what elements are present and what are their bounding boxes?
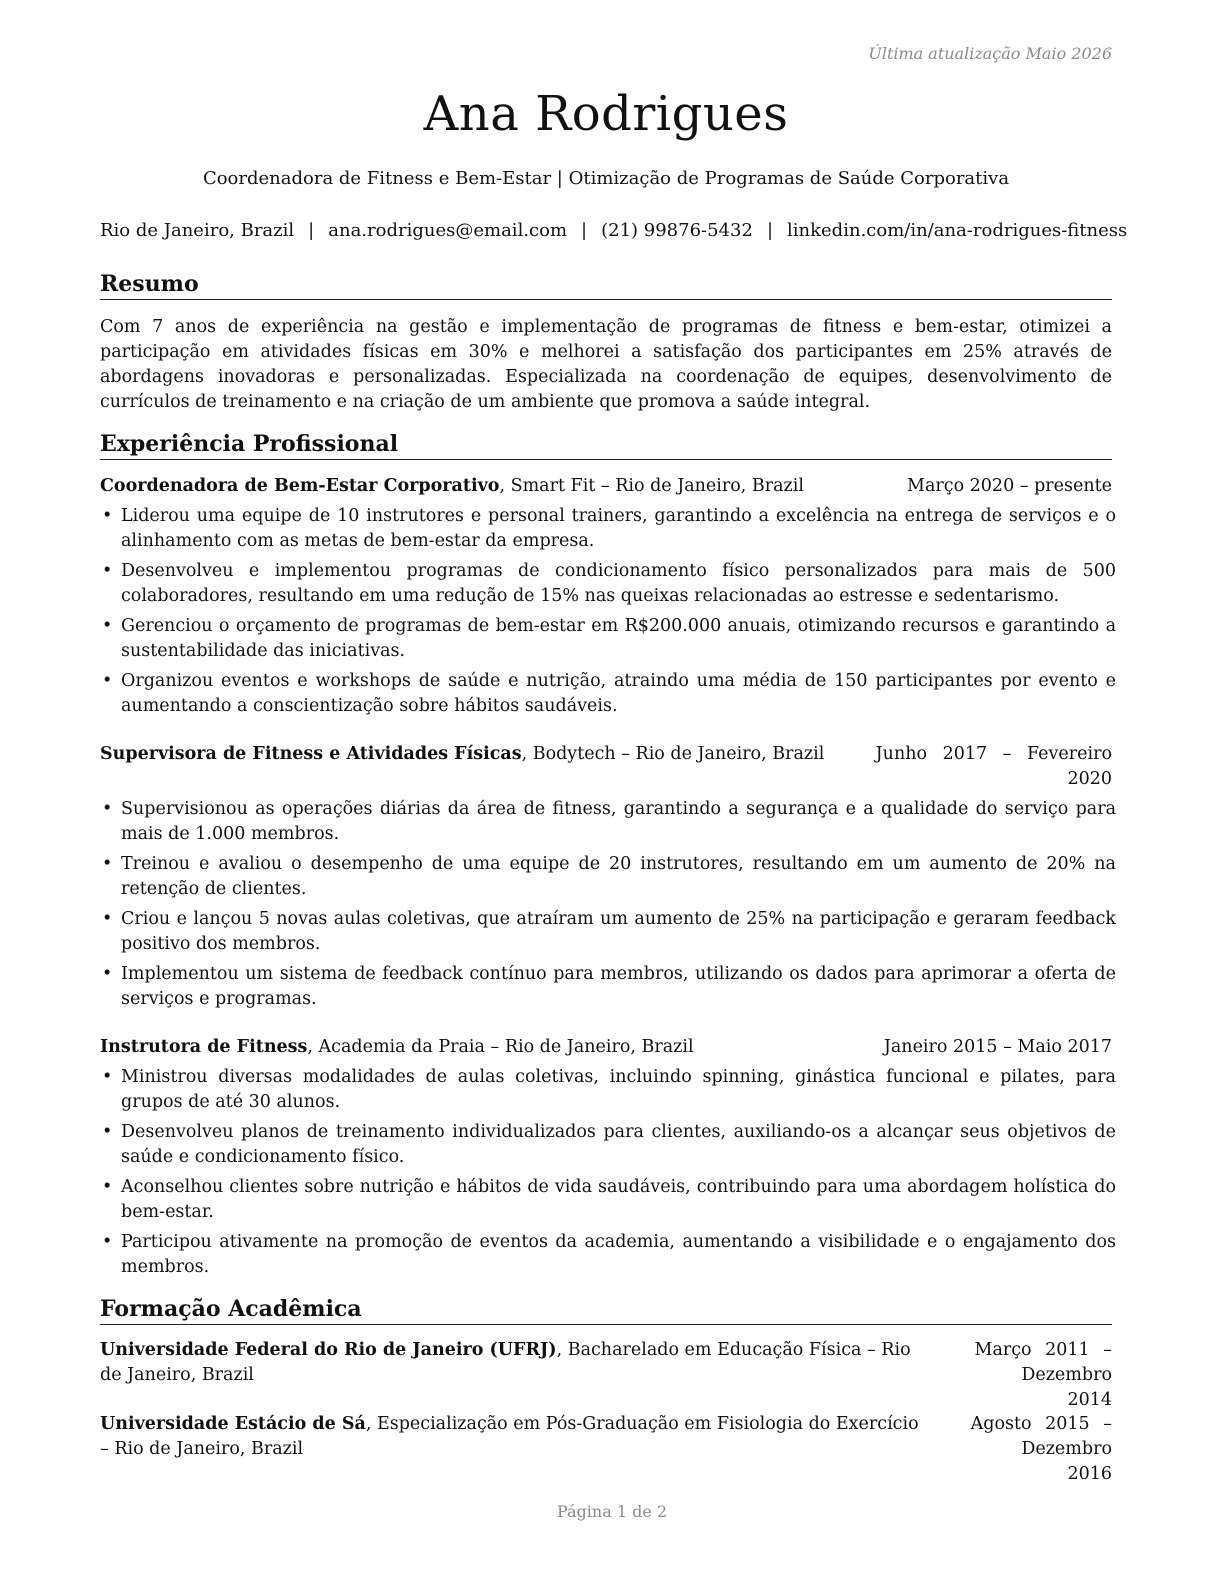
job-role: Instrutora de Fitness: [100, 1037, 308, 1057]
bullet-text: Supervisionou as operações diárias da área de fitness, garantindo a segurança e a qualidade do serviço para mais de 1.000 membros.: [121, 799, 1116, 844]
job-bullets: [100, 797, 1116, 1017]
contact-linkedin[interactable]: linkedin.com/in/ana-rodrigues-fitness: [787, 220, 1128, 241]
job-header: [100, 1035, 1112, 1060]
list-item: [100, 614, 1116, 664]
bullet-text: Implementou um sistema de feedback contínuo para membros, utilizando os dados para aprimorar a oferta de serviços e programas.: [121, 964, 1116, 1009]
list-item: [100, 962, 1116, 1012]
job-header: [100, 742, 1112, 789]
job-date-line2: 2020: [1067, 769, 1112, 789]
bullet-text: Organizou eventos e workshops de saúde e nutrição, atraindo uma média de 150 participantes por evento e aumentando a conscientização sobre hábitos saudáveis.: [121, 671, 1116, 716]
bullet-dot-icon: •: [102, 799, 113, 819]
job-role: Supervisora de Fitness e Atividades Físicas: [100, 744, 522, 764]
job-bullets: [100, 1065, 1116, 1285]
list-item: [100, 1120, 1116, 1170]
bullet-dot-icon: •: [102, 1122, 113, 1142]
headline: Coordenadora de Fitness e Bem-Estar | Otimização de Programas de Saúde Corporativa: [202, 168, 1010, 189]
bullet-text: Desenvolveu e implementou programas de condicionamento físico personalizados para mais de 500 colaboradores, resultando em uma redução de 15% nas queixas relacionadas ao estresse e sedentarismo.: [121, 561, 1116, 606]
contact-email[interactable]: ana.rodrigues@email.com: [328, 220, 568, 241]
section-title-summary: Resumo: [100, 270, 1112, 300]
job-date: Janeiro 2015 – Maio 2017: [883, 1037, 1112, 1057]
bullet-dot-icon: •: [102, 671, 113, 691]
job-org: , Academia da Praia – Rio de Janeiro, Brazil: [307, 1037, 694, 1057]
list-item: [100, 1065, 1116, 1115]
education-school: Universidade Estácio de Sá: [100, 1414, 366, 1434]
list-item: [100, 1175, 1116, 1225]
bullet-text: Ministrou diversas modalidades de aulas coletivas, incluindo spinning, ginástica funcional e pilates, para grupos de até 30 alunos.: [121, 1067, 1116, 1112]
education-date: [932, 1338, 1112, 1413]
education-date-line1: Agosto 2015 – Dezembro: [970, 1414, 1112, 1459]
contact-line: [100, 220, 1128, 241]
contact-separator: |: [308, 220, 315, 241]
job-date-line1: Junho 2017 – Fevereiro: [875, 744, 1112, 764]
education-date-line2: 2014: [1067, 1390, 1112, 1410]
list-item: [100, 852, 1116, 902]
education-date-line2: 2016: [1067, 1464, 1112, 1484]
bullet-text: Gerenciou o orçamento de programas de bem-estar em R$200.000 anuais, otimizando recursos e garantindo a sustentabilidade das iniciativas.: [121, 616, 1116, 661]
bullet-text: Criou e lançou 5 novas aulas coletivas, que atraíram um aumento de 25% na participação e geraram feedback positivo dos membros.: [121, 909, 1116, 954]
job-org: , Smart Fit – Rio de Janeiro, Brazil: [499, 476, 804, 496]
section-title-experience: Experiência Profissional: [100, 430, 1112, 460]
education-detail: , Especialização em Pós-Graduação em Fisiologia do Exercício – Rio de Janeiro, Brazil: [100, 1414, 919, 1459]
bullet-dot-icon: •: [102, 854, 113, 874]
education-school: Universidade Federal do Rio de Janeiro (UFRJ): [100, 1340, 557, 1360]
bullet-dot-icon: •: [102, 561, 113, 581]
last-updated: Última atualização Maio 2026: [868, 44, 1112, 63]
education-main: [100, 1338, 930, 1388]
education-main: [100, 1412, 930, 1462]
bullet-text: Liderou uma equipe de 10 instrutores e personal trainers, garantindo a excelência na entrega de serviços e o alinhamento com as metas de bem-estar da empresa.: [121, 506, 1116, 551]
bullet-text: Participou ativamente na promoção de eventos da academia, aumentando a visibilidade e o engajamento dos membros.: [121, 1232, 1116, 1277]
contact-separator: |: [766, 220, 774, 241]
job-role: Coordenadora de Bem-Estar Corporativo: [100, 476, 500, 496]
bullet-dot-icon: •: [102, 1232, 113, 1252]
bullet-text: Desenvolveu planos de treinamento individualizados para clientes, auxiliando-os a alcançar seus objetivos de saúde e condicionamento físico.: [121, 1122, 1116, 1167]
list-item: [100, 559, 1116, 609]
education-date: [932, 1412, 1112, 1487]
bullet-dot-icon: •: [102, 506, 113, 526]
education-item: [100, 1412, 1112, 1484]
education-detail: , Bacharelado em Educação Física – Rio de Janeiro, Brazil: [100, 1340, 911, 1385]
list-item: [100, 669, 1116, 719]
bullet-text: Treinou e avaliou o desempenho de uma equipe de 20 instrutores, resultando em um aumento de 20% na retenção de clientes.: [121, 854, 1116, 899]
list-item: [100, 1230, 1116, 1280]
bullet-text: Aconselhou clientes sobre nutrição e hábitos de vida saudáveis, contribuindo para uma abordagem holística do bem-estar.: [121, 1177, 1116, 1222]
job-bullets: [100, 504, 1116, 724]
list-item: [100, 504, 1116, 554]
job-header: [100, 474, 1112, 499]
job-date: Março 2020 – presente: [907, 476, 1112, 496]
list-item: [100, 907, 1116, 957]
bullet-dot-icon: •: [102, 964, 113, 984]
education-item: [100, 1338, 1112, 1410]
bullet-dot-icon: •: [102, 1177, 113, 1197]
job-date: [876, 742, 1112, 792]
page-number: Página 1 de 2: [556, 1502, 668, 1521]
summary-text: Com 7 anos de experiência na gestão e implementação de programas de fitness e bem-estar, otimizei a participação em atividades físicas em 30% e melhorei a satisfação dos participantes em 25% através de abordagens inovadoras e personalizadas. Especializada na coordenação de equipes, desenvolvimento de currículos de treinamento e na criação de um ambiente que promova a saúde integral.: [100, 317, 1112, 412]
contact-phone: (21) 99876-5432: [601, 220, 753, 241]
job-org: , Bodytech – Rio de Janeiro, Brazil: [521, 744, 825, 764]
contact-location: Rio de Janeiro, Brazil: [100, 220, 295, 241]
bullet-dot-icon: •: [102, 1067, 113, 1087]
contact-separator: |: [581, 220, 588, 241]
list-item: [100, 797, 1116, 847]
bullet-dot-icon: •: [102, 616, 113, 636]
candidate-name: Ana Rodrigues: [423, 86, 789, 142]
bullet-dot-icon: •: [102, 909, 113, 929]
education-date-line1: Março 2011 – Dezembro: [974, 1340, 1112, 1385]
section-title-education: Formação Acadêmica: [100, 1295, 1112, 1325]
